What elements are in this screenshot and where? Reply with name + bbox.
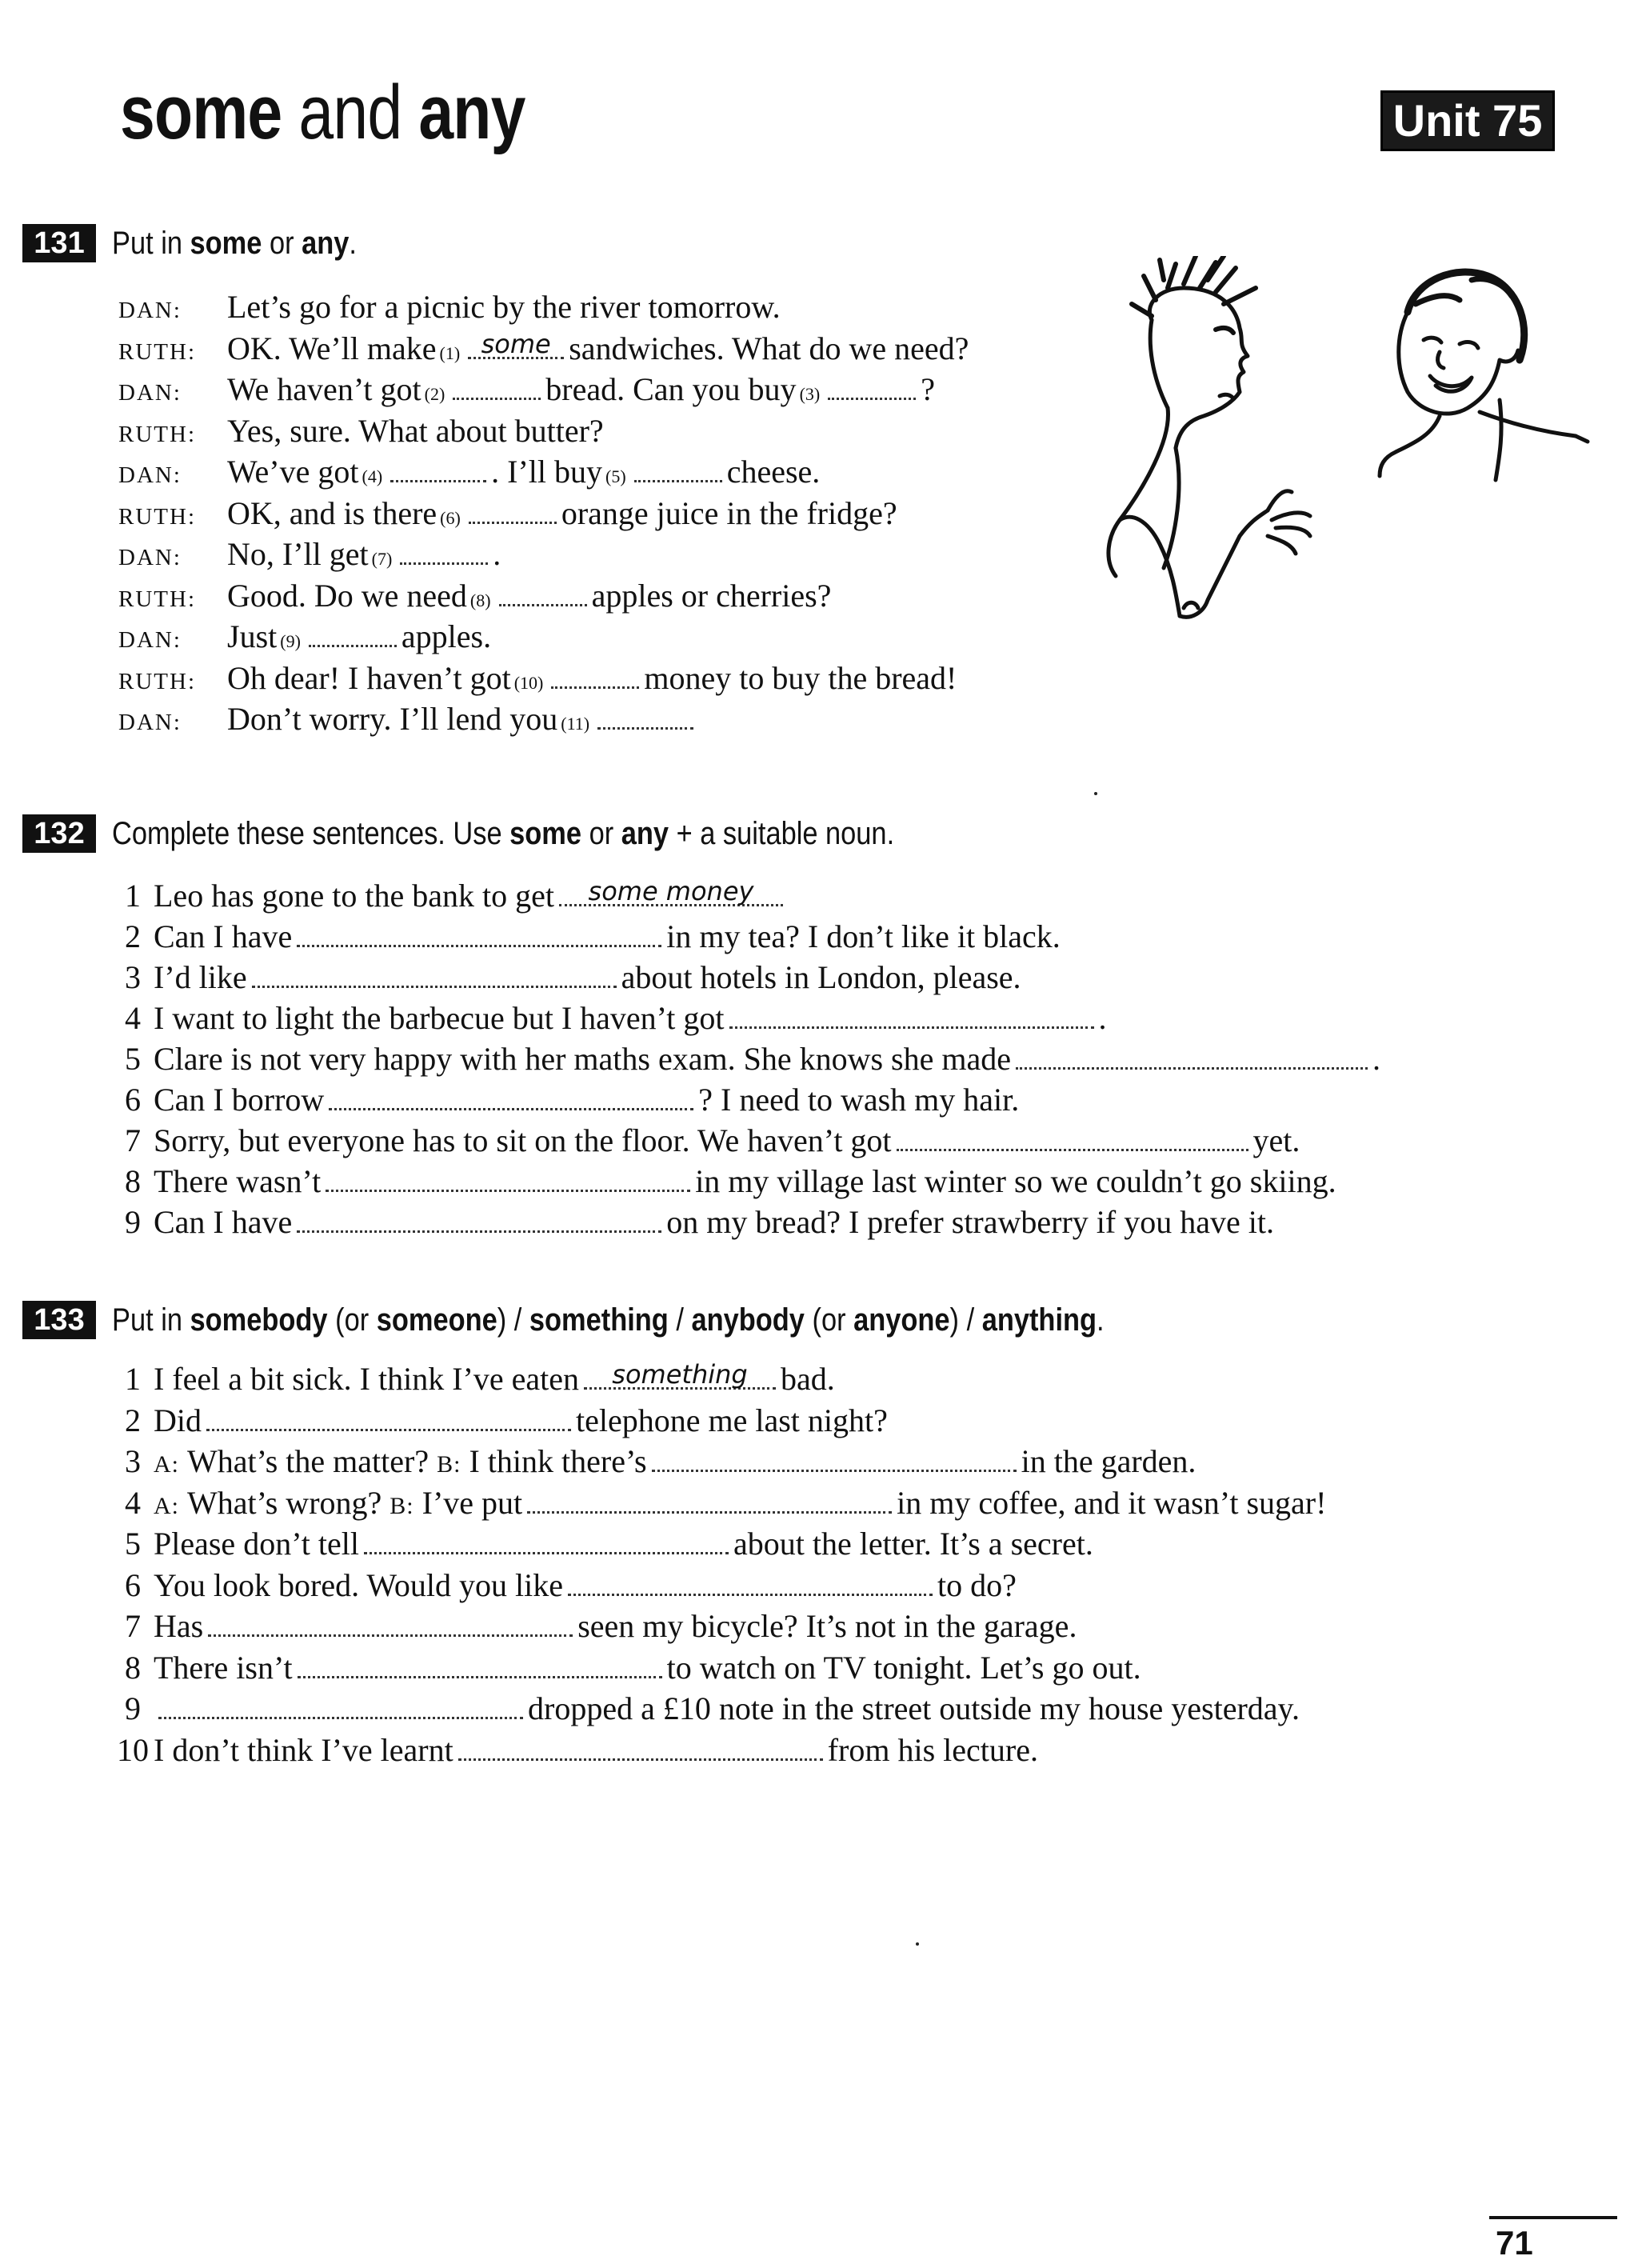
answer-blank[interactable] (400, 554, 488, 565)
instr-keyword: anything (981, 1302, 1097, 1338)
exercise-132-header (22, 814, 1021, 853)
question-item (112, 918, 1380, 958)
line-text: OK. We’ll make (227, 330, 437, 366)
speaker: DAN: (118, 545, 182, 570)
answer-blank[interactable] (584, 1359, 776, 1390)
question-text: I’d like (154, 959, 247, 995)
question-text: about the letter. It’s a secret. (733, 1526, 1093, 1562)
exercise-number: 131 (22, 224, 96, 262)
line-text: Let’s go for a picnic by the river tomorrow. (227, 289, 781, 325)
answer-blank[interactable] (468, 328, 564, 359)
gap-number: (10) (513, 672, 544, 693)
answer-blank[interactable] (297, 1222, 661, 1233)
line-text: Good. Do we need (227, 577, 467, 614)
exercise-instruction (112, 1302, 1105, 1338)
instr-keyword: any (302, 225, 350, 261)
answer-blank[interactable] (729, 1018, 1094, 1029)
question-item (112, 1484, 1326, 1526)
question-text: . (1372, 1041, 1380, 1077)
instr-keyword: anyone (853, 1302, 950, 1338)
speaker-b-label: B: (390, 1492, 414, 1519)
exercise-number: 132 (22, 814, 96, 853)
question-number: 6 (125, 1566, 141, 1603)
gap-number: (8) (469, 590, 491, 610)
instr-text: + a suitable noun. (669, 815, 895, 851)
answer-blank[interactable] (597, 719, 693, 730)
question-item (112, 1162, 1380, 1203)
gap-number: (11) (561, 714, 590, 734)
question-text: Please don’t tell (154, 1526, 359, 1562)
instr-text: ) / (949, 1302, 982, 1338)
answer-blank[interactable] (309, 637, 397, 647)
question-item (112, 1566, 1326, 1608)
exercise-number: 133 (22, 1301, 96, 1339)
answer-blank[interactable] (364, 1544, 729, 1554)
answer-blank[interactable] (453, 390, 541, 400)
line-text: bread. Can you buy (545, 371, 797, 407)
speaker: RUTH: (118, 503, 196, 530)
question-text: to watch on TV tonight. Let’s go out. (666, 1649, 1141, 1686)
question-text: I feel a bit sick. I think I’ve eaten (154, 1361, 579, 1397)
question-number: 9 (125, 1204, 141, 1240)
line-text: sandwiches. What do we need? (569, 330, 969, 366)
question-number: 5 (125, 1041, 141, 1077)
question-number: 3 (125, 1443, 141, 1479)
question-item (112, 1402, 1326, 1443)
gap-number: (9) (280, 631, 301, 651)
question-number: 6 (125, 1082, 141, 1118)
line-text: Oh dear! I haven’t got (227, 659, 511, 696)
exercise-131-header (22, 224, 397, 262)
line-text: We’ve got (227, 454, 359, 490)
exercise-133-header (22, 1301, 1266, 1339)
instr-keyword: someone (376, 1302, 497, 1338)
instr-text: . (1097, 1302, 1105, 1338)
question-text: I don’t think I’ve learnt (154, 1731, 453, 1768)
dialogue-line (118, 330, 1110, 371)
instr-text: or (581, 815, 621, 851)
line-text: orange juice in the fridge? (561, 494, 897, 531)
gap-number: (6) (440, 507, 461, 528)
question-text: What’s wrong? (187, 1484, 382, 1521)
question-text: in my coffee, and it wasn’t sugar! (897, 1484, 1327, 1521)
question-number: 7 (125, 1608, 141, 1644)
question-item (112, 999, 1380, 1040)
page-title (120, 69, 525, 157)
instr-text: Put in (112, 1302, 190, 1338)
page-number: 71 (1496, 2224, 1533, 2262)
answer-blank[interactable] (527, 1503, 892, 1514)
dialogue-line (118, 494, 1110, 536)
dialogue-line (118, 618, 1110, 659)
handwritten-answer: some (481, 328, 551, 359)
gap-number: (5) (605, 466, 626, 486)
question-number: 8 (125, 1649, 141, 1686)
question-text: ? I need to wash my hair. (698, 1082, 1020, 1118)
answer-blank[interactable] (897, 1141, 1248, 1151)
question-item (112, 1122, 1380, 1162)
handwritten-answer: something (612, 1359, 748, 1390)
question-text: Leo has gone to the bank to get (154, 878, 554, 914)
question-text: There wasn’t (154, 1163, 322, 1199)
question-text: Sorry, but everyone has to sit on the floor. We haven’t got (154, 1122, 892, 1158)
unit-badge: Unit 75 (1380, 90, 1555, 151)
question-text: Did (154, 1402, 202, 1438)
question-number: 2 (125, 918, 141, 954)
line-text: Yes, sure. What about butter? (227, 412, 604, 449)
gap-number: (7) (371, 549, 393, 569)
question-number: 4 (125, 1484, 141, 1521)
question-text: Clare is not very happy with her maths exam. She knows she made (154, 1041, 1011, 1077)
question-number: 4 (125, 1000, 141, 1036)
dialogue-line (118, 288, 1110, 330)
instr-text: (or (804, 1302, 854, 1338)
gap-number: (1) (439, 342, 461, 363)
answer-blank[interactable] (499, 596, 587, 606)
question-text: seen my bicycle? It’s not in the garage. (577, 1608, 1077, 1644)
question-number: 8 (125, 1163, 141, 1199)
answer-blank[interactable] (326, 1182, 690, 1192)
two-people-talking-illustration (1096, 256, 1592, 704)
question-text: Can I borrow (154, 1082, 325, 1118)
question-text: What’s the matter? (187, 1443, 429, 1479)
line-text: ? (921, 371, 935, 407)
line-text: apples or cherries? (591, 577, 832, 614)
instr-keyword: some (509, 815, 582, 851)
answer-blank[interactable] (551, 678, 639, 689)
exercise-instruction (112, 816, 894, 852)
answer-blank[interactable] (458, 1750, 823, 1761)
question-text: to do? (937, 1566, 1017, 1603)
line-text: OK, and is there (227, 494, 437, 531)
handwritten-answer: some money (588, 876, 754, 906)
answer-blank[interactable] (208, 1626, 573, 1637)
question-text: I want to light the barbecue but I haven’t got (154, 1000, 725, 1036)
line-text: . (493, 536, 501, 572)
question-text: I think there’s (469, 1443, 647, 1479)
title-word-some: some (120, 70, 282, 155)
speaker: DAN: (118, 627, 182, 653)
answer-blank[interactable] (568, 1586, 933, 1596)
answer-blank[interactable] (298, 1668, 662, 1678)
exercise-instruction (112, 226, 357, 262)
speaker: RUTH: (118, 668, 196, 694)
question-item (112, 1040, 1380, 1081)
speaker: DAN: (118, 462, 182, 488)
scan-speck (916, 1942, 919, 1946)
scan-speck (1094, 792, 1097, 795)
line-text: cheese. (726, 454, 821, 490)
question-item (112, 958, 1380, 999)
question-text: yet. (1252, 1122, 1300, 1158)
line-text: apples. (401, 618, 492, 654)
question-text: about hotels in London, please. (621, 959, 1021, 995)
answer-blank[interactable] (469, 514, 557, 524)
dialogue-line (118, 700, 1110, 742)
line-text: Just (227, 618, 278, 654)
dialogue-line (118, 370, 1110, 412)
line-text: . I’ll buy (491, 454, 603, 490)
question-text: Has (154, 1608, 204, 1644)
question-text: . (1098, 1000, 1107, 1036)
question-number: 2 (125, 1402, 141, 1438)
instr-text: . (349, 225, 357, 261)
instr-text: Put in (112, 225, 190, 261)
answer-blank[interactable] (297, 937, 661, 947)
dialogue-line (118, 453, 1110, 494)
question-number: 10 (117, 1731, 149, 1768)
speaker: DAN: (118, 380, 182, 406)
answer-blank[interactable] (329, 1100, 693, 1110)
question-number: 1 (125, 1361, 141, 1397)
speaker-a-label: A: (154, 1451, 179, 1478)
line-text: No, I’ll get (227, 536, 369, 572)
question-item (112, 1203, 1380, 1244)
dialogue-131 (118, 288, 1110, 742)
line-text: Don’t worry. I’ll lend you (227, 701, 558, 737)
line-text: money to buy the bread! (644, 659, 957, 696)
question-text: There isn’t (154, 1649, 293, 1686)
question-number: 9 (125, 1690, 141, 1726)
speaker-b-label: B: (437, 1451, 461, 1478)
question-text: telephone me last night? (576, 1402, 888, 1438)
question-text: bad. (781, 1361, 835, 1397)
question-item (112, 1081, 1380, 1122)
question-item (112, 1731, 1326, 1773)
instr-text: ) / (497, 1302, 529, 1338)
woman-figure (1380, 272, 1588, 480)
question-text: in my tea? I don’t like it black. (666, 918, 1061, 954)
gap-number: (3) (799, 384, 821, 404)
question-number: 5 (125, 1526, 141, 1562)
question-text: in my village last winter so we couldn’t go skiing. (695, 1163, 1336, 1199)
exercise-132-questions (112, 877, 1380, 1244)
question-text: on my bread? I prefer strawberry if you have it. (666, 1204, 1274, 1240)
question-text: Can I have (154, 918, 293, 954)
question-number: 7 (125, 1122, 141, 1158)
dialogue-line (118, 577, 1110, 618)
answer-blank[interactable] (252, 978, 617, 988)
instr-keyword: some (190, 225, 262, 261)
question-text: You look bored. Would you like (154, 1566, 563, 1603)
question-item (112, 1649, 1326, 1690)
instr-text: / (668, 1302, 692, 1338)
man-figure (1109, 256, 1310, 617)
gap-number: (4) (362, 466, 383, 486)
question-text: from his lecture. (827, 1731, 1038, 1768)
question-text: I’ve put (421, 1484, 523, 1521)
answer-blank[interactable] (652, 1462, 1017, 1472)
question-item (112, 1442, 1326, 1484)
dialogue-line (118, 412, 1110, 454)
instr-text: Complete these sentences. Use (112, 815, 510, 851)
question-number: 1 (125, 878, 141, 914)
instr-keyword: anybody (691, 1302, 805, 1338)
question-number: 3 (125, 959, 141, 995)
answer-blank[interactable] (158, 1709, 523, 1719)
speaker: RUTH: (118, 586, 196, 612)
instr-text: (or (327, 1302, 377, 1338)
question-item (112, 1607, 1326, 1649)
speaker: DAN: (118, 298, 182, 323)
question-item (112, 1525, 1326, 1566)
answer-blank[interactable] (206, 1421, 571, 1431)
speaker-a-label: A: (154, 1492, 179, 1519)
title-word-any: any (418, 70, 525, 155)
answer-blank[interactable] (390, 472, 486, 482)
answer-blank[interactable] (559, 876, 783, 906)
dialogue-line (118, 535, 1110, 577)
answer-blank[interactable] (828, 390, 916, 400)
speaker: DAN: (118, 710, 182, 735)
question-item (112, 877, 1380, 918)
line-text: We haven’t got (227, 371, 421, 407)
question-text: dropped a £10 note in the street outside my house yesterday. (528, 1690, 1300, 1726)
dialogue-line (118, 659, 1110, 701)
title-and: and (282, 70, 419, 155)
instr-text: or (262, 225, 302, 261)
instr-keyword: somebody (190, 1302, 328, 1338)
answer-blank[interactable] (1016, 1059, 1368, 1070)
question-text: Can I have (154, 1204, 293, 1240)
exercise-133-questions (112, 1360, 1326, 1772)
speaker: RUTH: (118, 421, 196, 447)
page-number-rule (1489, 2216, 1617, 2219)
instr-keyword: any (621, 815, 669, 851)
speaker: RUTH: (118, 338, 196, 365)
question-text: in the garden. (1021, 1443, 1197, 1479)
question-item (112, 1690, 1326, 1731)
instr-keyword: something (529, 1302, 669, 1338)
question-item (112, 1360, 1326, 1402)
answer-blank[interactable] (634, 472, 722, 482)
gap-number: (2) (424, 384, 445, 404)
